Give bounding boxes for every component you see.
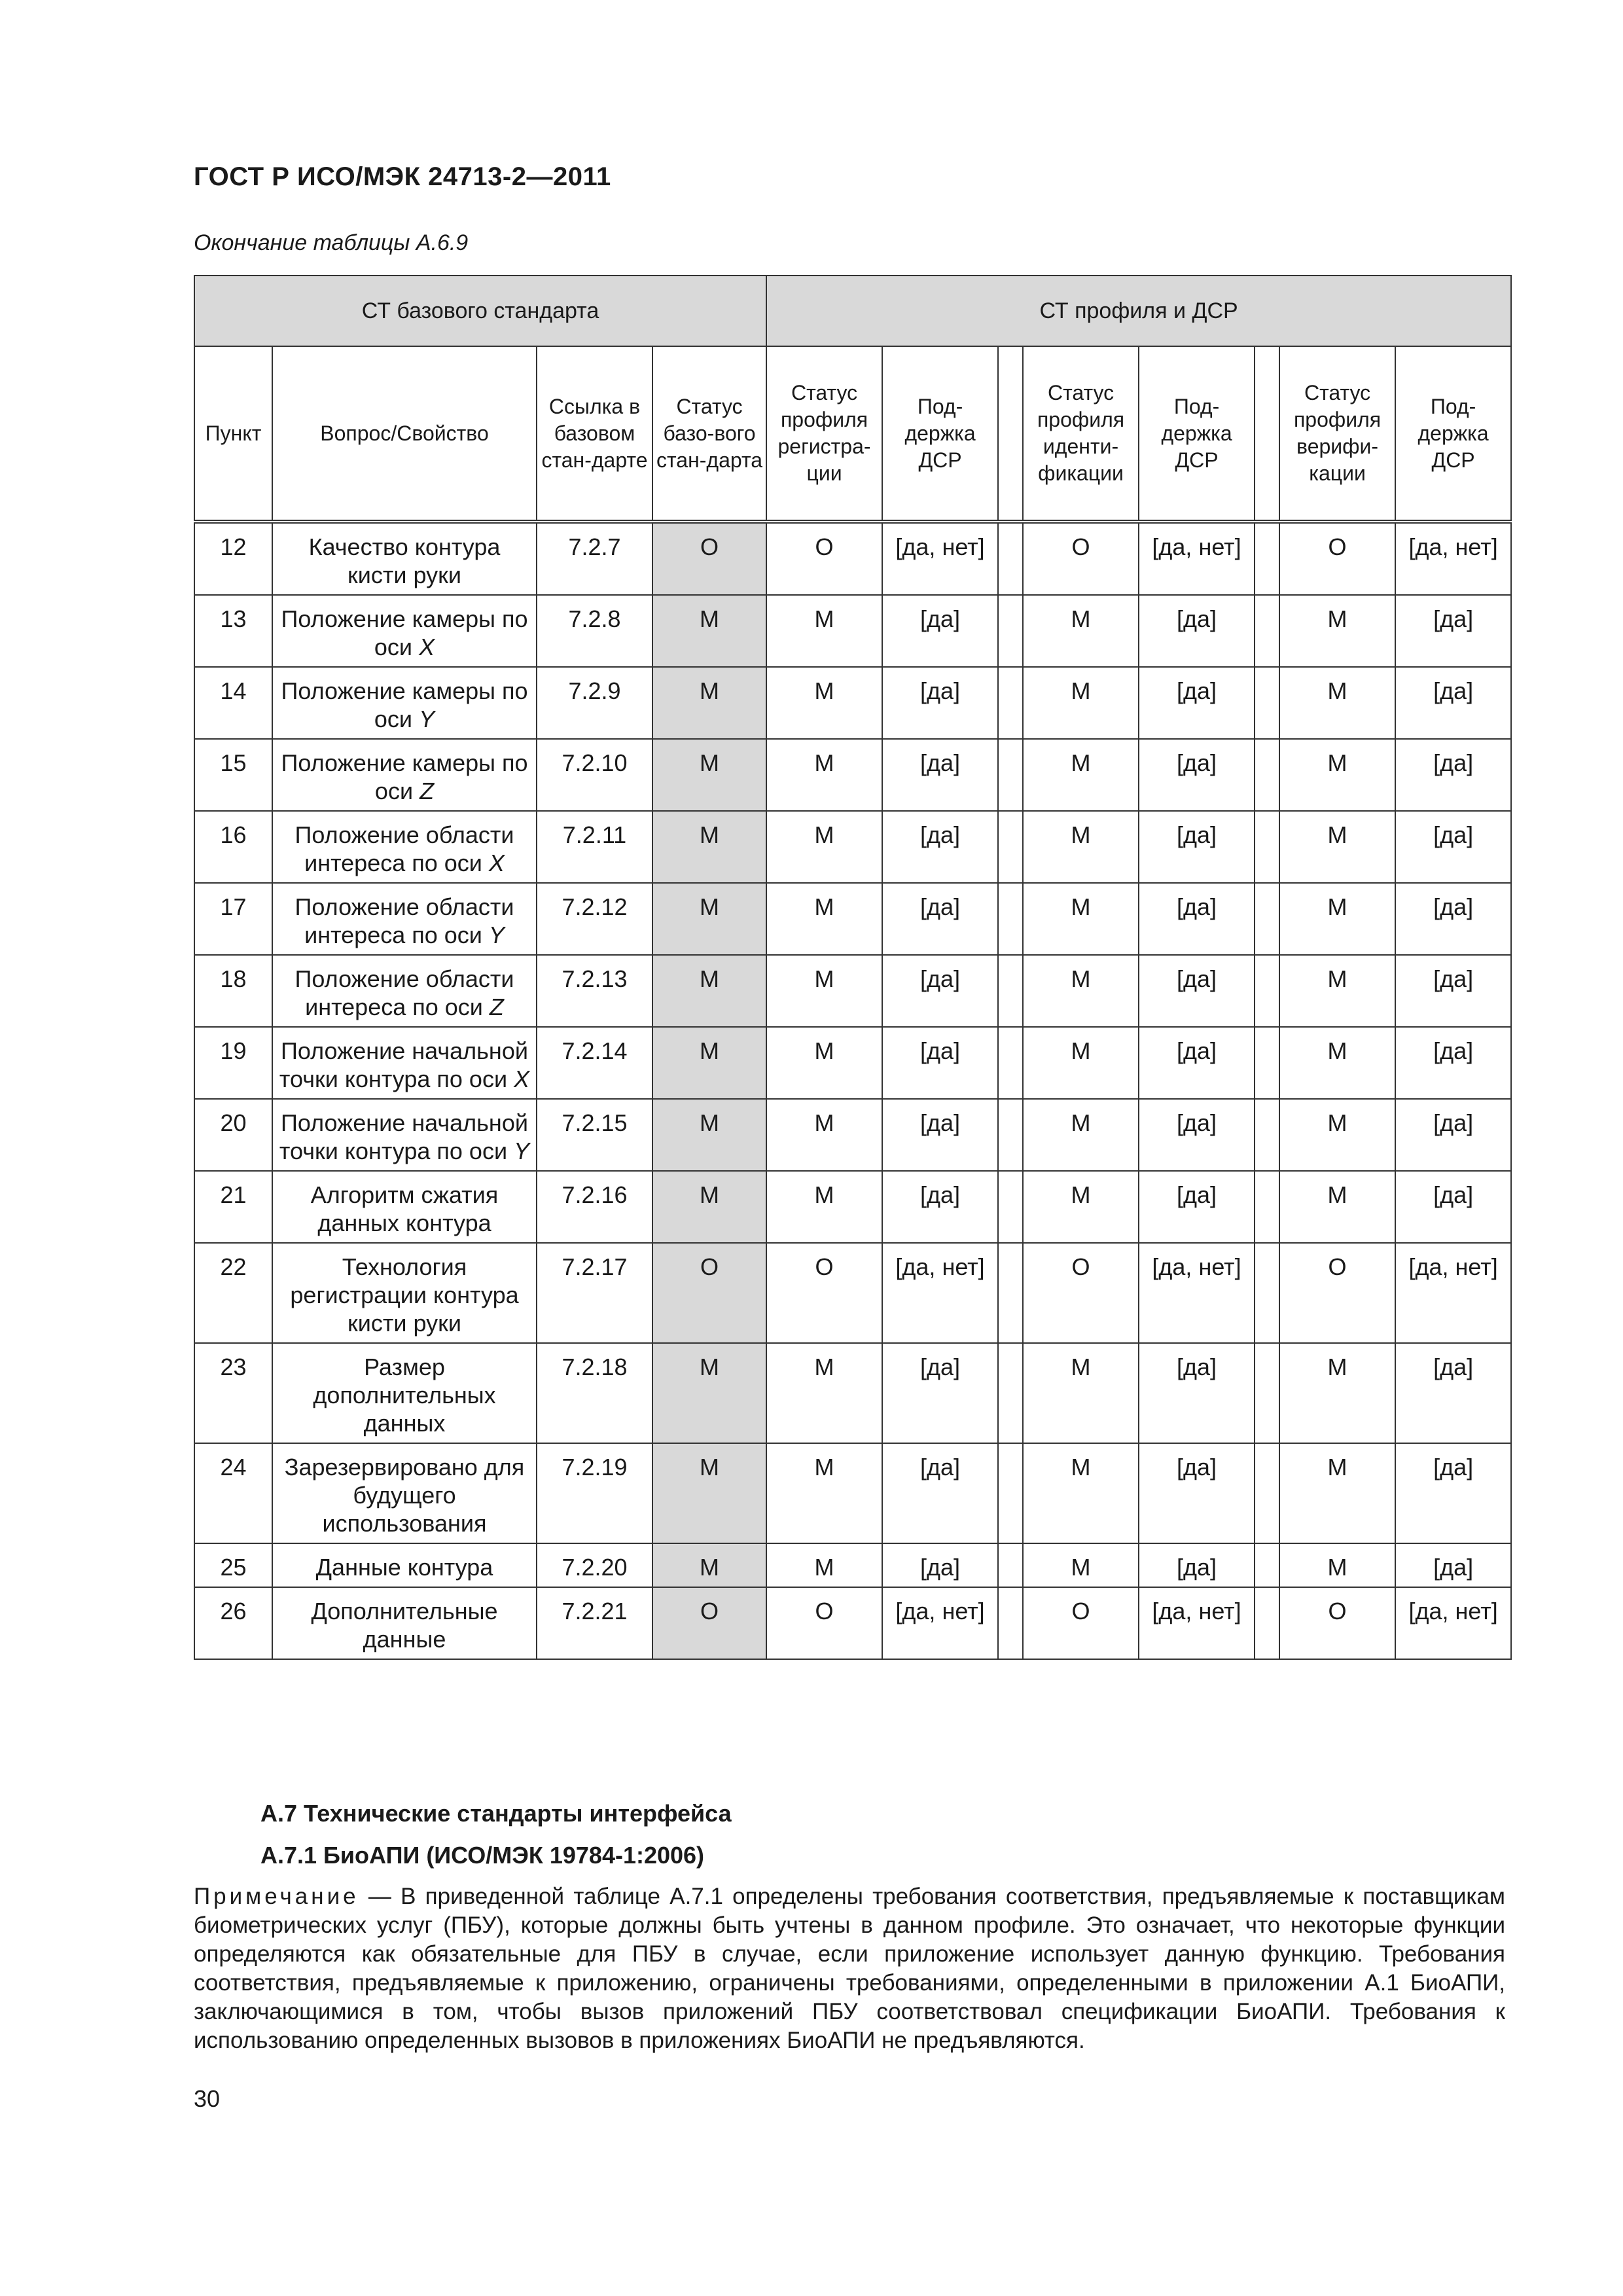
cell-registration-dsr: [да] <box>882 667 998 739</box>
cell-identification-status: M <box>1023 739 1139 811</box>
cell-registration-status: M <box>766 811 882 883</box>
cell-spacer <box>1255 1543 1279 1587</box>
cell-identification-status: M <box>1023 1099 1139 1171</box>
cell-reference: 7.2.19 <box>537 1443 652 1543</box>
cell-spacer <box>1255 1243 1279 1343</box>
cell-question <box>272 1243 537 1343</box>
table-row <box>194 1343 1511 1443</box>
table-caption: Окончание таблицы А.6.9 <box>194 230 469 255</box>
cell-item: 23 <box>194 1343 272 1443</box>
cell-identification-status: O <box>1023 1587 1139 1659</box>
cell-reference: 7.2.20 <box>537 1543 652 1587</box>
cell-registration-status: M <box>766 739 882 811</box>
cell-verification-dsr: [да] <box>1395 1343 1511 1443</box>
page-number: 30 <box>194 2085 221 2112</box>
cell-base-status: O <box>652 1587 766 1659</box>
cell-reference: 7.2.15 <box>537 1099 652 1171</box>
cell-registration-dsr: [да, нет] <box>882 522 998 595</box>
cell-base-status: M <box>652 883 766 955</box>
cell-identification-dsr: [да] <box>1139 1099 1255 1171</box>
cell-identification-status: M <box>1023 1443 1139 1543</box>
cell-verification-status: M <box>1279 595 1395 667</box>
col-registration-status: Статус профиля регистра-ции <box>766 346 882 522</box>
cell-reference: 7.2.13 <box>537 955 652 1027</box>
cell-verification-status: M <box>1279 667 1395 739</box>
cell-verification-status: M <box>1279 1171 1395 1243</box>
section-heading-a7-1: А.7.1 БиоАПИ (ИСО/МЭК 19784-1:2006) <box>260 1842 705 1869</box>
cell-identification-dsr: [да] <box>1139 1543 1255 1587</box>
cell-verification-dsr: [да] <box>1395 1171 1511 1243</box>
cell-reference: 7.2.16 <box>537 1171 652 1243</box>
cell-identification-status: O <box>1023 522 1139 595</box>
cell-reference: 7.2.7 <box>537 522 652 595</box>
axis-variable: Z <box>419 778 435 804</box>
note-text: — В приведенной таблице А.7.1 определены требования соответствия, предъявляемые к поставщикам биометрических услуг (ПБУ), которые должны быть учтены в данном профиле. Это означает, что некоторые функции определяются как обязательные для ПБУ в случае, если приложение использует данную функцию. Требования соответствия, предъявляемые к приложению, ограничены требованиями, определенными в приложении А.1 БиоАПИ, заключающимися в том, чтобы вызов приложений ПБУ соответствовал спецификации БиоАПИ. Требования к использованию определенных вызовов в приложениях БиоАПИ не предъявляются. <box>194 1884 1505 2053</box>
cell-verification-status: M <box>1279 883 1395 955</box>
cell-base-status: M <box>652 1171 766 1243</box>
cell-registration-dsr: [да] <box>882 595 998 667</box>
cell-identification-status: M <box>1023 883 1139 955</box>
group-base-standard: СТ базового стандарта <box>194 276 766 346</box>
cell-registration-dsr: [да, нет] <box>882 1587 998 1659</box>
col-spacer <box>1255 346 1279 522</box>
col-registration-dsr: Под-держка ДСР <box>882 346 998 522</box>
cell-registration-status: M <box>766 1343 882 1443</box>
cell-reference: 7.2.8 <box>537 595 652 667</box>
question-text: Положение камеры по оси <box>281 749 528 804</box>
table-row <box>194 595 1511 667</box>
cell-registration-dsr: [да] <box>882 955 998 1027</box>
cell-verification-status: M <box>1279 1443 1395 1543</box>
cell-registration-dsr: [да] <box>882 1443 998 1543</box>
section-heading-a7: А.7 Технические стандарты интерфейса <box>260 1800 732 1827</box>
cell-item: 13 <box>194 595 272 667</box>
cell-verification-status: M <box>1279 1099 1395 1171</box>
cell-reference: 7.2.17 <box>537 1243 652 1343</box>
cell-verification-status: M <box>1279 1027 1395 1099</box>
cell-verification-status: O <box>1279 1587 1395 1659</box>
cell-spacer <box>998 522 1023 595</box>
question-text: Технология регистрации контура кисти руки <box>290 1253 519 1336</box>
cell-verification-status: M <box>1279 1543 1395 1587</box>
cell-item: 20 <box>194 1099 272 1171</box>
table-row <box>194 1243 1511 1343</box>
cell-base-status: M <box>652 955 766 1027</box>
cell-verification-dsr: [да] <box>1395 811 1511 883</box>
cell-identification-status: M <box>1023 811 1139 883</box>
cell-spacer <box>1255 739 1279 811</box>
cell-item: 16 <box>194 811 272 883</box>
cell-question <box>272 1543 537 1587</box>
table-row <box>194 739 1511 811</box>
cell-spacer <box>1255 595 1279 667</box>
cell-verification-dsr: [да] <box>1395 667 1511 739</box>
col-verification-status: Статус профиля верифи-кации <box>1279 346 1395 522</box>
cell-spacer <box>1255 1171 1279 1243</box>
cell-base-status: M <box>652 1099 766 1171</box>
cell-identification-dsr: [да] <box>1139 1343 1255 1443</box>
cell-identification-dsr: [да] <box>1139 667 1255 739</box>
question-text: Алгоритм сжатия данных контура <box>310 1181 499 1236</box>
axis-variable: X <box>488 850 505 876</box>
cell-identification-status: M <box>1023 1343 1139 1443</box>
cell-question <box>272 955 537 1027</box>
cell-question <box>272 1027 537 1099</box>
question-text: Дополнительные данные <box>311 1598 498 1653</box>
question-text: Положение начальной точки контура по оси <box>279 1109 528 1164</box>
table-row <box>194 1171 1511 1243</box>
cell-identification-dsr: [да] <box>1139 811 1255 883</box>
question-text: Размер дополнительных данных <box>313 1354 496 1437</box>
cell-base-status: O <box>652 522 766 595</box>
cell-question <box>272 1587 537 1659</box>
table-row <box>194 522 1511 595</box>
table-row <box>194 1027 1511 1099</box>
cell-identification-dsr: [да] <box>1139 1443 1255 1543</box>
cell-question <box>272 667 537 739</box>
column-header-row <box>194 346 1511 522</box>
cell-spacer <box>1255 667 1279 739</box>
cell-base-status: M <box>652 595 766 667</box>
cell-spacer <box>1255 1443 1279 1543</box>
cell-identification-dsr: [да, нет] <box>1139 522 1255 595</box>
cell-identification-status: M <box>1023 667 1139 739</box>
cell-item: 22 <box>194 1243 272 1343</box>
cell-verification-dsr: [да] <box>1395 1027 1511 1099</box>
cell-verification-dsr: [да, нет] <box>1395 522 1511 595</box>
cell-verification-dsr: [да] <box>1395 1543 1511 1587</box>
axis-variable: X <box>419 634 435 660</box>
cell-question <box>272 1443 537 1543</box>
cell-spacer <box>1255 1343 1279 1443</box>
cell-spacer <box>1255 1587 1279 1659</box>
col-verification-dsr: Под-держка ДСР <box>1395 346 1511 522</box>
cell-spacer <box>998 1543 1023 1587</box>
question-text: Положение области интереса по оси <box>294 965 514 1020</box>
cell-registration-status: M <box>766 595 882 667</box>
cell-base-status: M <box>652 811 766 883</box>
cell-spacer <box>1255 1027 1279 1099</box>
cell-question <box>272 1171 537 1243</box>
cell-verification-status: M <box>1279 1343 1395 1443</box>
cell-identification-dsr: [да, нет] <box>1139 1243 1255 1343</box>
cell-registration-status: M <box>766 1171 882 1243</box>
cell-registration-dsr: [да] <box>882 1099 998 1171</box>
question-text: Положение области интереса по оси <box>294 893 514 948</box>
note-paragraph <box>194 1882 1505 2055</box>
cell-item: 25 <box>194 1543 272 1587</box>
cell-item: 14 <box>194 667 272 739</box>
cell-registration-status: M <box>766 1543 882 1587</box>
cell-spacer <box>1255 522 1279 595</box>
cell-registration-status: M <box>766 955 882 1027</box>
axis-variable: Y <box>419 706 435 732</box>
cell-spacer <box>998 1343 1023 1443</box>
cell-verification-dsr: [да] <box>1395 595 1511 667</box>
axis-variable: X <box>514 1066 530 1092</box>
col-reference: Ссылка в базовом стан-дарте <box>537 346 652 522</box>
cell-verification-status: M <box>1279 955 1395 1027</box>
cell-question <box>272 739 537 811</box>
cell-spacer <box>998 955 1023 1027</box>
cell-registration-status: M <box>766 1099 882 1171</box>
cell-reference: 7.2.9 <box>537 667 652 739</box>
col-identification-status: Статус профиля иденти-фикации <box>1023 346 1139 522</box>
cell-registration-dsr: [да] <box>882 883 998 955</box>
table-row <box>194 667 1511 739</box>
cell-verification-status: M <box>1279 811 1395 883</box>
cell-spacer <box>1255 883 1279 955</box>
cell-registration-dsr: [да] <box>882 811 998 883</box>
cell-spacer <box>998 1443 1023 1543</box>
cell-verification-dsr: [да] <box>1395 739 1511 811</box>
cell-reference: 7.2.21 <box>537 1587 652 1659</box>
col-base-status: Статус базо-вого стан-дарта <box>652 346 766 522</box>
cell-registration-dsr: [да] <box>882 1343 998 1443</box>
cell-registration-dsr: [да] <box>882 739 998 811</box>
axis-variable: Y <box>514 1138 530 1164</box>
cell-registration-status: M <box>766 1027 882 1099</box>
cell-item: 19 <box>194 1027 272 1099</box>
cell-spacer <box>998 1099 1023 1171</box>
cell-identification-status: M <box>1023 1027 1139 1099</box>
cell-registration-status: O <box>766 1243 882 1343</box>
group-profile-dsr: СТ профиля и ДСР <box>766 276 1511 346</box>
axis-variable: Z <box>489 994 504 1020</box>
axis-variable: Y <box>488 922 505 948</box>
cell-base-status: M <box>652 1443 766 1543</box>
cell-spacer <box>998 1171 1023 1243</box>
question-text: Положение начальной точки контура по оси <box>279 1037 528 1092</box>
cell-spacer <box>998 1027 1023 1099</box>
cell-item: 15 <box>194 739 272 811</box>
question-text: Положение камеры по оси <box>281 605 528 660</box>
cell-item: 17 <box>194 883 272 955</box>
cell-spacer <box>998 1587 1023 1659</box>
cell-reference: 7.2.10 <box>537 739 652 811</box>
cell-question <box>272 595 537 667</box>
question-text: Положение области интереса по оси <box>294 821 514 876</box>
cell-question <box>272 1343 537 1443</box>
cell-item: 18 <box>194 955 272 1027</box>
cell-registration-status: M <box>766 883 882 955</box>
col-spacer <box>998 346 1023 522</box>
cell-registration-dsr: [да] <box>882 1543 998 1587</box>
cell-identification-dsr: [да, нет] <box>1139 1587 1255 1659</box>
cell-identification-status: M <box>1023 595 1139 667</box>
cell-base-status: M <box>652 1343 766 1443</box>
cell-question <box>272 522 537 595</box>
question-text: Качество контура кисти руки <box>308 533 501 588</box>
table-row <box>194 883 1511 955</box>
cell-verification-dsr: [да, нет] <box>1395 1243 1511 1343</box>
col-item: Пункт <box>194 346 272 522</box>
cell-item: 26 <box>194 1587 272 1659</box>
cell-identification-status: O <box>1023 1243 1139 1343</box>
cell-base-status: M <box>652 1543 766 1587</box>
cell-registration-status: M <box>766 667 882 739</box>
cell-reference: 7.2.12 <box>537 883 652 955</box>
cell-verification-status: O <box>1279 1243 1395 1343</box>
cell-identification-dsr: [да] <box>1139 883 1255 955</box>
document-code: ГОСТ Р ИСО/МЭК 24713-2—2011 <box>194 162 611 191</box>
cell-verification-dsr: [да] <box>1395 1099 1511 1171</box>
cell-identification-dsr: [да] <box>1139 1171 1255 1243</box>
col-identification-dsr: Под-держка ДСР <box>1139 346 1255 522</box>
question-text: Данные контура <box>315 1554 493 1581</box>
cell-question <box>272 811 537 883</box>
requirements-table <box>194 275 1512 1660</box>
cell-identification-dsr: [да] <box>1139 955 1255 1027</box>
cell-spacer <box>998 883 1023 955</box>
cell-reference: 7.2.14 <box>537 1027 652 1099</box>
cell-identification-status: M <box>1023 1543 1139 1587</box>
cell-registration-status: O <box>766 522 882 595</box>
cell-base-status: M <box>652 1027 766 1099</box>
col-question: Вопрос/Свойство <box>272 346 537 522</box>
table-row <box>194 1443 1511 1543</box>
question-text: Зарезервировано для будущего использования <box>284 1454 525 1537</box>
cell-spacer <box>1255 811 1279 883</box>
note-lead: Примечание <box>194 1884 359 1909</box>
cell-base-status: M <box>652 667 766 739</box>
table-row <box>194 955 1511 1027</box>
cell-item: 12 <box>194 522 272 595</box>
cell-registration-dsr: [да] <box>882 1027 998 1099</box>
cell-question <box>272 883 537 955</box>
question-text: Положение камеры по оси <box>281 677 528 732</box>
cell-identification-status: M <box>1023 955 1139 1027</box>
cell-spacer <box>998 811 1023 883</box>
cell-base-status: O <box>652 1243 766 1343</box>
cell-item: 24 <box>194 1443 272 1543</box>
cell-registration-status: M <box>766 1443 882 1543</box>
cell-identification-dsr: [да] <box>1139 739 1255 811</box>
cell-identification-dsr: [да] <box>1139 1027 1255 1099</box>
cell-spacer <box>998 595 1023 667</box>
cell-base-status: M <box>652 739 766 811</box>
cell-identification-dsr: [да] <box>1139 595 1255 667</box>
cell-item: 21 <box>194 1171 272 1243</box>
cell-spacer <box>998 1243 1023 1343</box>
table-row <box>194 1099 1511 1171</box>
cell-reference: 7.2.18 <box>537 1343 652 1443</box>
table-row <box>194 811 1511 883</box>
cell-verification-dsr: [да, нет] <box>1395 1587 1511 1659</box>
cell-verification-status: M <box>1279 739 1395 811</box>
cell-spacer <box>1255 1099 1279 1171</box>
cell-reference: 7.2.11 <box>537 811 652 883</box>
group-header-row <box>194 276 1511 346</box>
cell-registration-dsr: [да, нет] <box>882 1243 998 1343</box>
cell-verification-dsr: [да] <box>1395 955 1511 1027</box>
cell-spacer <box>1255 955 1279 1027</box>
cell-verification-dsr: [да] <box>1395 883 1511 955</box>
cell-registration-dsr: [да] <box>882 1171 998 1243</box>
cell-question <box>272 1099 537 1171</box>
cell-identification-status: M <box>1023 1171 1139 1243</box>
cell-verification-dsr: [да] <box>1395 1443 1511 1543</box>
cell-registration-status: O <box>766 1587 882 1659</box>
table-row <box>194 1543 1511 1587</box>
table-body <box>194 522 1511 1659</box>
cell-spacer <box>998 739 1023 811</box>
cell-verification-status: O <box>1279 522 1395 595</box>
table-row <box>194 1587 1511 1659</box>
cell-spacer <box>998 667 1023 739</box>
